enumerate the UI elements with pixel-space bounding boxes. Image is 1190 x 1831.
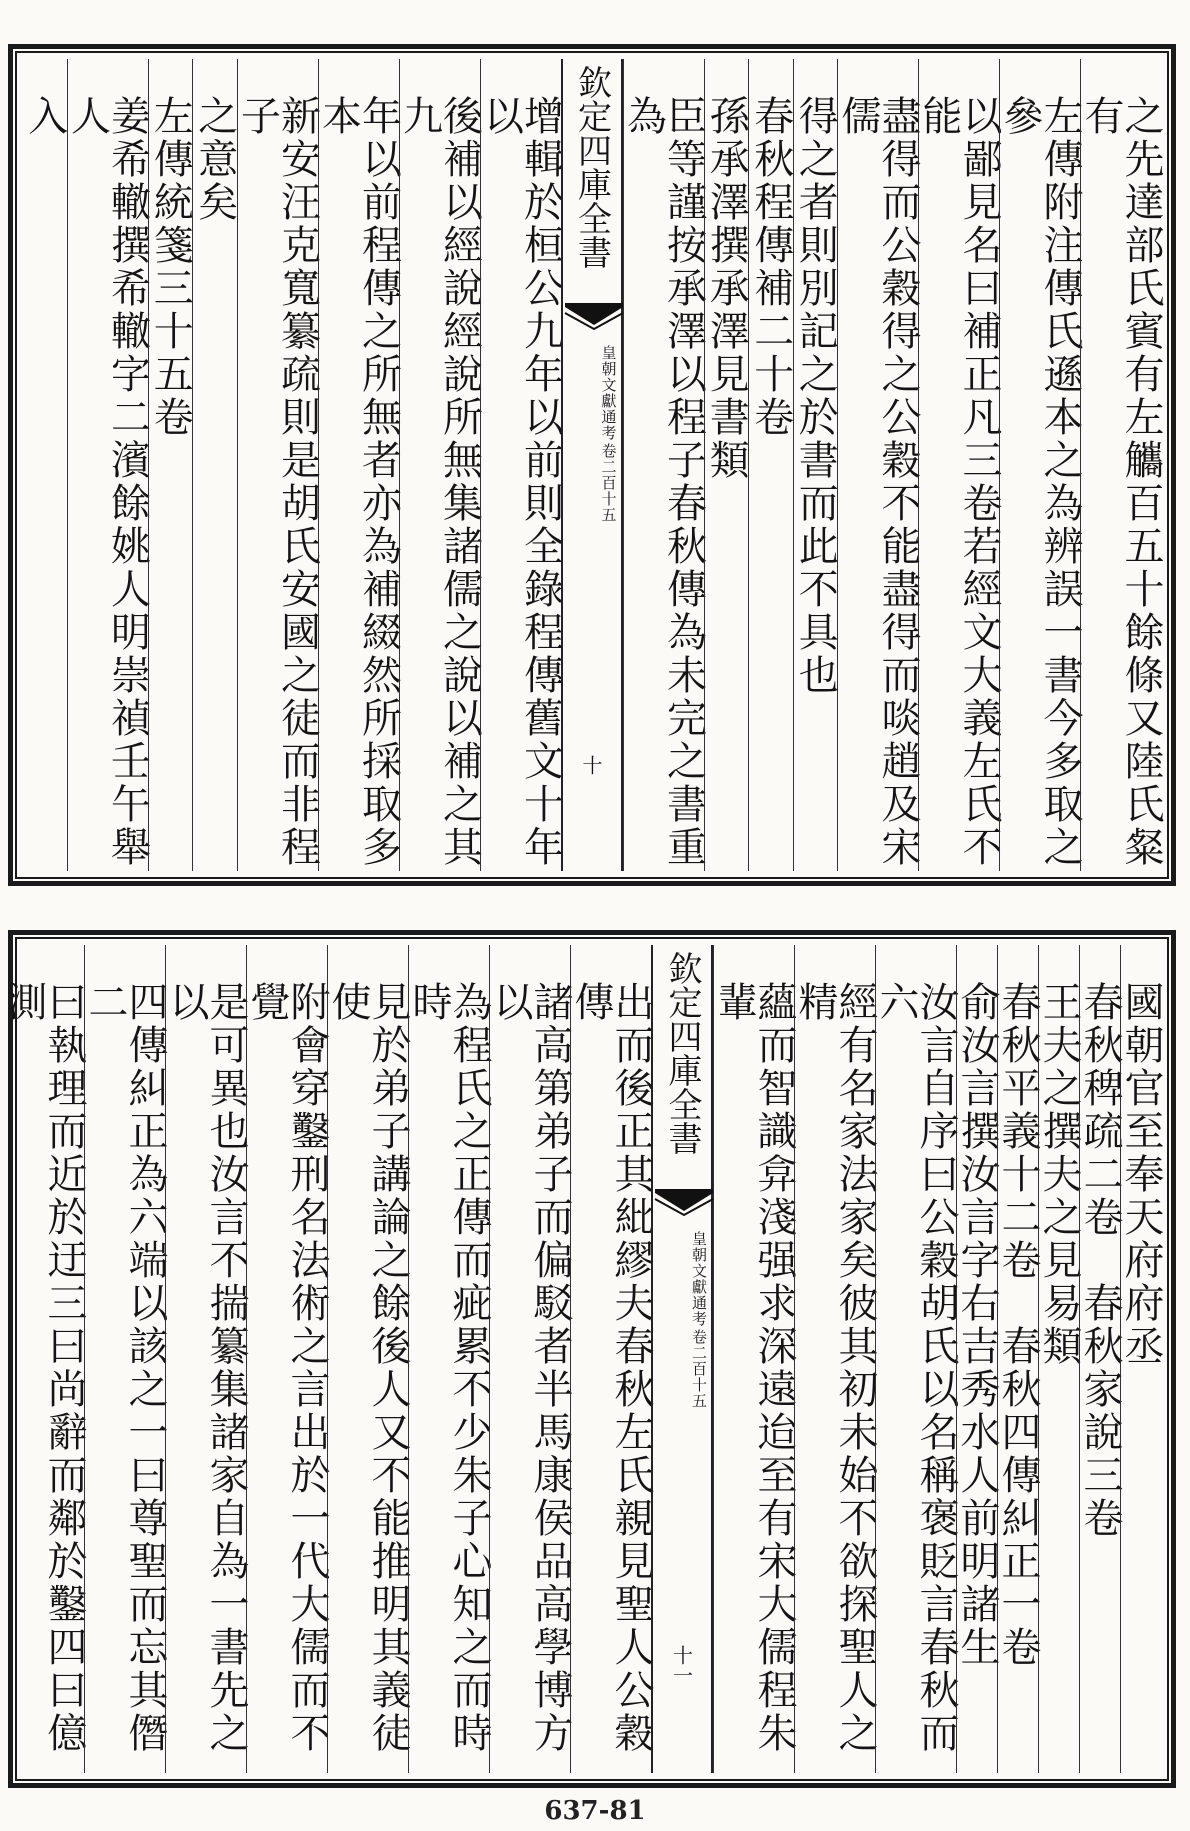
text-column: 入 xyxy=(21,95,68,138)
text-column: 之意矣 xyxy=(192,59,237,871)
top-page xyxy=(8,44,1176,886)
text-column: 俞汝言撰汝言字右吉秀水人前明諸生 xyxy=(956,945,997,1773)
gutter-juan: 卷二百十五 xyxy=(690,1329,708,1409)
text-column: 為程氏之正傳而疵累不少朱子心知之而時時 xyxy=(408,945,489,1773)
gutter-title: 欽定四庫全書 xyxy=(571,65,612,269)
gutter-subtitle xyxy=(567,345,617,545)
bottom-page-columns xyxy=(1,945,1164,1773)
center-gutter xyxy=(651,945,713,1773)
text-column: 得之者則別記之於書而此不具也 xyxy=(793,59,838,871)
text-column: 附會穿鑿刑名法術之言出於一代大儒而不覺 xyxy=(246,945,327,1773)
gutter-title: 欽定四庫全書 xyxy=(662,951,702,1155)
text-column: 四傳糾正為六端以該之一曰尊聖而忘其僭二 xyxy=(84,945,165,1773)
text-column: 春秋平義十二卷 春秋四傳糾正一卷 xyxy=(997,945,1038,1773)
text-column: 是可異也汝言不揣纂集諸家自為一書先之以 xyxy=(165,945,246,1773)
text-column: 曰執理而近於迂三曰尚辭而鄰於鑿四曰億測 xyxy=(1,981,87,1755)
folio-number: 十 xyxy=(579,755,603,775)
gutter-juan: 卷二百十五 xyxy=(599,443,618,523)
page-number: 637-81 xyxy=(544,1796,646,1826)
text-column: 新安汪克寬纂疏則是胡氏安國之徒而非程子 xyxy=(237,59,318,871)
text-column: 見於弟子講論之餘後人又不能推明其義徒使 xyxy=(327,945,408,1773)
text-column: 盡得而公穀得之公穀不能盡得而啖趙及宋儒 xyxy=(837,59,918,871)
text-column: 左傳附注傳氏遜本之為辨誤一書今多取之參 xyxy=(999,59,1080,871)
bottom-page xyxy=(1,930,1176,1788)
text-column: 國朝官至奉天府府丞 xyxy=(1120,945,1161,1773)
text-column: 春秋稗疏二卷 春秋家說三卷 xyxy=(1079,945,1120,1773)
text-column: 蘊而智識弇淺强求深遠迨至有宋大儒程朱輩 xyxy=(713,945,794,1773)
text-column: 姜希轍撰希轍字二濱餘姚人明崇禎壬午舉人 xyxy=(67,59,148,871)
top-page-columns xyxy=(21,59,1164,871)
text-column: 以鄙見名曰補正凡三卷若經文大義左氏不能 xyxy=(918,59,999,871)
gutter-book: 皇朝文獻通考 xyxy=(690,1231,708,1327)
text-column: 增輯於桓公九年以前則全錄程傳舊文十年以 xyxy=(480,59,561,871)
folio-number: 十一 xyxy=(669,1645,694,1685)
text-column: 汝言自序曰公穀胡氏以名稱褒貶言春秋而六 xyxy=(875,945,956,1773)
text-column: 孫承澤撰承澤見書類 xyxy=(704,59,749,871)
center-gutter xyxy=(561,59,623,871)
text-column: 王夫之撰夫之見易類 xyxy=(1038,945,1079,1773)
text-column: 經有名家法家矣彼其初未始不欲探聖人之精 xyxy=(794,945,875,1773)
text-column: 左傳統箋三十五卷 xyxy=(148,59,193,871)
gutter-subtitle xyxy=(657,1231,707,1431)
text-column: 年以前程傳之所無者亦為補綴然所採取多本 xyxy=(318,59,399,871)
fishtail-mark-icon xyxy=(655,1189,713,1215)
text-column: 後補以經說經說所無集諸儒之說以補之其九 xyxy=(399,59,480,871)
text-column: 之先達部氏賓有左觿百五十餘條又陸氏粲有 xyxy=(1080,59,1161,871)
text-column: 諸高第弟子而偏駁者半馬康侯品高學博方以 xyxy=(489,945,570,1773)
fishtail-mark-icon xyxy=(565,303,623,329)
gutter-book: 皇朝文獻通考 xyxy=(599,345,618,441)
text-column: 臣等謹按承澤以程子春秋傳為未完之書重為 xyxy=(623,59,704,871)
text-column: 出而後正其紕繆夫春秋左氏親見聖人公穀傳 xyxy=(570,945,651,1773)
text-column: 春秋程傳補二十卷 xyxy=(748,59,793,871)
